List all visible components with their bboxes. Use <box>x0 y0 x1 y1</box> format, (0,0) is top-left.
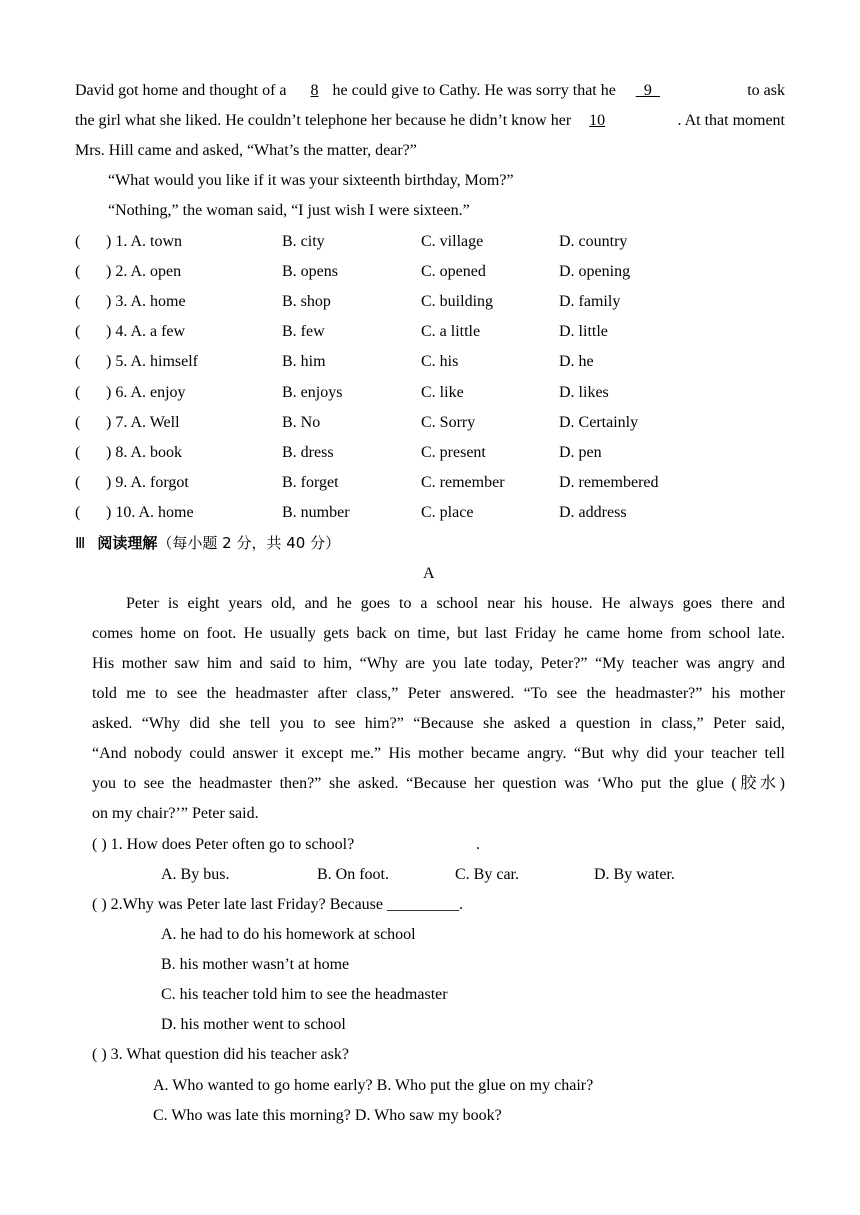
answer-paren: ( <box>75 353 81 370</box>
blank-8: 8 <box>310 82 319 99</box>
option-b: B. shop <box>282 293 331 310</box>
option-b: B. few <box>282 323 325 340</box>
passage-line: told me to see the headmaster after class,” Peter answered. “To see the headmaster?” his mother <box>92 685 785 702</box>
q2-option-d: D. his mother went to school <box>161 1016 346 1033</box>
choice-row <box>75 262 775 282</box>
answer-paren: ( <box>75 504 81 521</box>
option-a: ) 2. A. open <box>106 263 182 280</box>
option-d: D. likes <box>559 384 609 401</box>
question-3-stem: ( ) 3. What question did his teacher ask? <box>92 1046 349 1063</box>
option-d: D. he <box>559 353 594 370</box>
option-c: C. remember <box>421 474 505 491</box>
passage-line: “And nobody could answer it except me.” His mother became angry. “But why did your teacher tell <box>92 745 785 762</box>
cloze-line-2: the girl what she liked. He couldn’t telephone her because he didn’t know her 10 . At that moment <box>75 112 785 129</box>
choice-row <box>75 503 775 523</box>
cloze-line-3: Mrs. Hill came and asked, “What’s the matter, dear?” <box>75 142 417 159</box>
section-heading <box>75 533 340 554</box>
option-c: C. like <box>421 384 464 401</box>
q2-option-b: B. his mother wasn’t at home <box>161 956 350 973</box>
option-d: D. little <box>559 323 608 340</box>
option-d: D. pen <box>559 444 602 461</box>
option-d: D. Certainly <box>559 414 639 431</box>
passage-line: asked. “Why did she tell you to see him?” “Because she asked a question in class,” Peter said, <box>92 715 785 732</box>
option-b: B. him <box>282 353 326 370</box>
choice-row <box>75 383 775 403</box>
cloze-line-1: David got home and thought of a 8 he could give to Cathy. He was sorry that he _9_ to ask <box>75 82 785 99</box>
q1-option-a: A. By bus. <box>161 866 230 883</box>
option-d: D. opening <box>559 263 631 280</box>
q2-option-a: A. he had to do his homework at school <box>161 926 416 943</box>
option-a: ) 4. A. a few <box>106 323 186 340</box>
option-a: ) 1. A. town <box>106 233 182 250</box>
answer-paren: ( <box>75 444 81 461</box>
option-d: D. remembered <box>559 474 659 491</box>
option-c: C. present <box>421 444 486 461</box>
passage-line: His mother saw him and said to him, “Why are you late today, Peter?” “My teacher was angry and <box>92 655 785 672</box>
passage-line: you to see the headmaster then?” she asked. “Because her question was ‘Who put the glue (胶水) <box>92 775 785 792</box>
option-b: B. No <box>282 414 321 431</box>
question-1-stem: ( ) 1. How does Peter often go to school? <box>92 836 355 853</box>
option-c: C. a little <box>421 323 481 340</box>
passage-label: A <box>423 565 435 582</box>
q2-option-c: C. his teacher told him to see the headmaster <box>161 986 448 1003</box>
option-a: ) 10. A. home <box>106 504 194 521</box>
q1-option-b: B. On foot. <box>317 866 389 883</box>
section-title: 阅读理解 <box>97 534 158 552</box>
choice-row <box>75 292 775 312</box>
choice-row <box>75 322 775 342</box>
option-a: ) 7. A. Well <box>106 414 180 431</box>
answer-paren: ( <box>75 323 81 340</box>
option-c: C. Sorry <box>421 414 476 431</box>
choice-row <box>75 473 775 493</box>
answer-paren: ( <box>75 293 81 310</box>
option-d: D. address <box>559 504 627 521</box>
option-a: ) 5. A. himself <box>106 353 198 370</box>
answer-paren: ( <box>75 474 81 491</box>
option-b: B. dress <box>282 444 334 461</box>
blank-10: 10 <box>589 112 606 129</box>
choice-row <box>75 443 775 463</box>
cloze-line-4: “What would you like if it was your sixteenth birthday, Mom?” <box>108 172 514 189</box>
passage-line: comes home on foot. He usually gets back on time, but last Friday he came home from school late. <box>92 625 785 642</box>
question-1-dot: . <box>476 836 480 853</box>
choice-row <box>75 413 775 433</box>
option-c: C. his <box>421 353 459 370</box>
passage-line: on my chair?’” Peter said. <box>92 805 259 822</box>
option-c: C. building <box>421 293 494 310</box>
q3-options-cd: C. Who was late this morning? D. Who saw my book? <box>153 1107 502 1124</box>
answer-paren: ( <box>75 384 81 401</box>
option-d: D. family <box>559 293 621 310</box>
option-a: ) 9. A. forgot <box>106 474 189 491</box>
option-a: ) 3. A. home <box>106 293 186 310</box>
option-b: B. opens <box>282 263 338 280</box>
answer-paren: ( <box>75 263 81 280</box>
option-d: D. country <box>559 233 628 250</box>
option-c: C. place <box>421 504 474 521</box>
answer-paren: ( <box>75 233 81 250</box>
section-numeral: Ⅲ <box>75 534 86 552</box>
answer-paren: ( <box>75 414 81 431</box>
option-a: ) 6. A. enjoy <box>106 384 186 401</box>
option-c: C. village <box>421 233 484 250</box>
option-b: B. number <box>282 504 350 521</box>
choice-row <box>75 352 775 372</box>
option-b: B. city <box>282 233 325 250</box>
cloze-line-5: “Nothing,” the woman said, “I just wish I were sixteen.” <box>108 202 470 219</box>
blank-9: _9_ <box>635 82 660 99</box>
q3-options-ab: A. Who wanted to go home early? B. Who put the glue on my chair? <box>153 1077 594 1094</box>
q1-option-d: D. By water. <box>594 866 675 883</box>
choice-row <box>75 232 775 252</box>
q1-option-c: C. By car. <box>455 866 519 883</box>
option-b: B. forget <box>282 474 339 491</box>
option-b: B. enjoys <box>282 384 343 401</box>
option-a: ) 8. A. book <box>106 444 182 461</box>
section-note: （每小题 2 分，共 40 分） <box>157 534 341 552</box>
question-2-stem: ( ) 2.Why was Peter late last Friday? Because _________. <box>92 896 464 913</box>
passage-line: Peter is eight years old, and he goes to a school near his house. He always goes there and <box>126 595 785 612</box>
option-c: C. opened <box>421 263 486 280</box>
